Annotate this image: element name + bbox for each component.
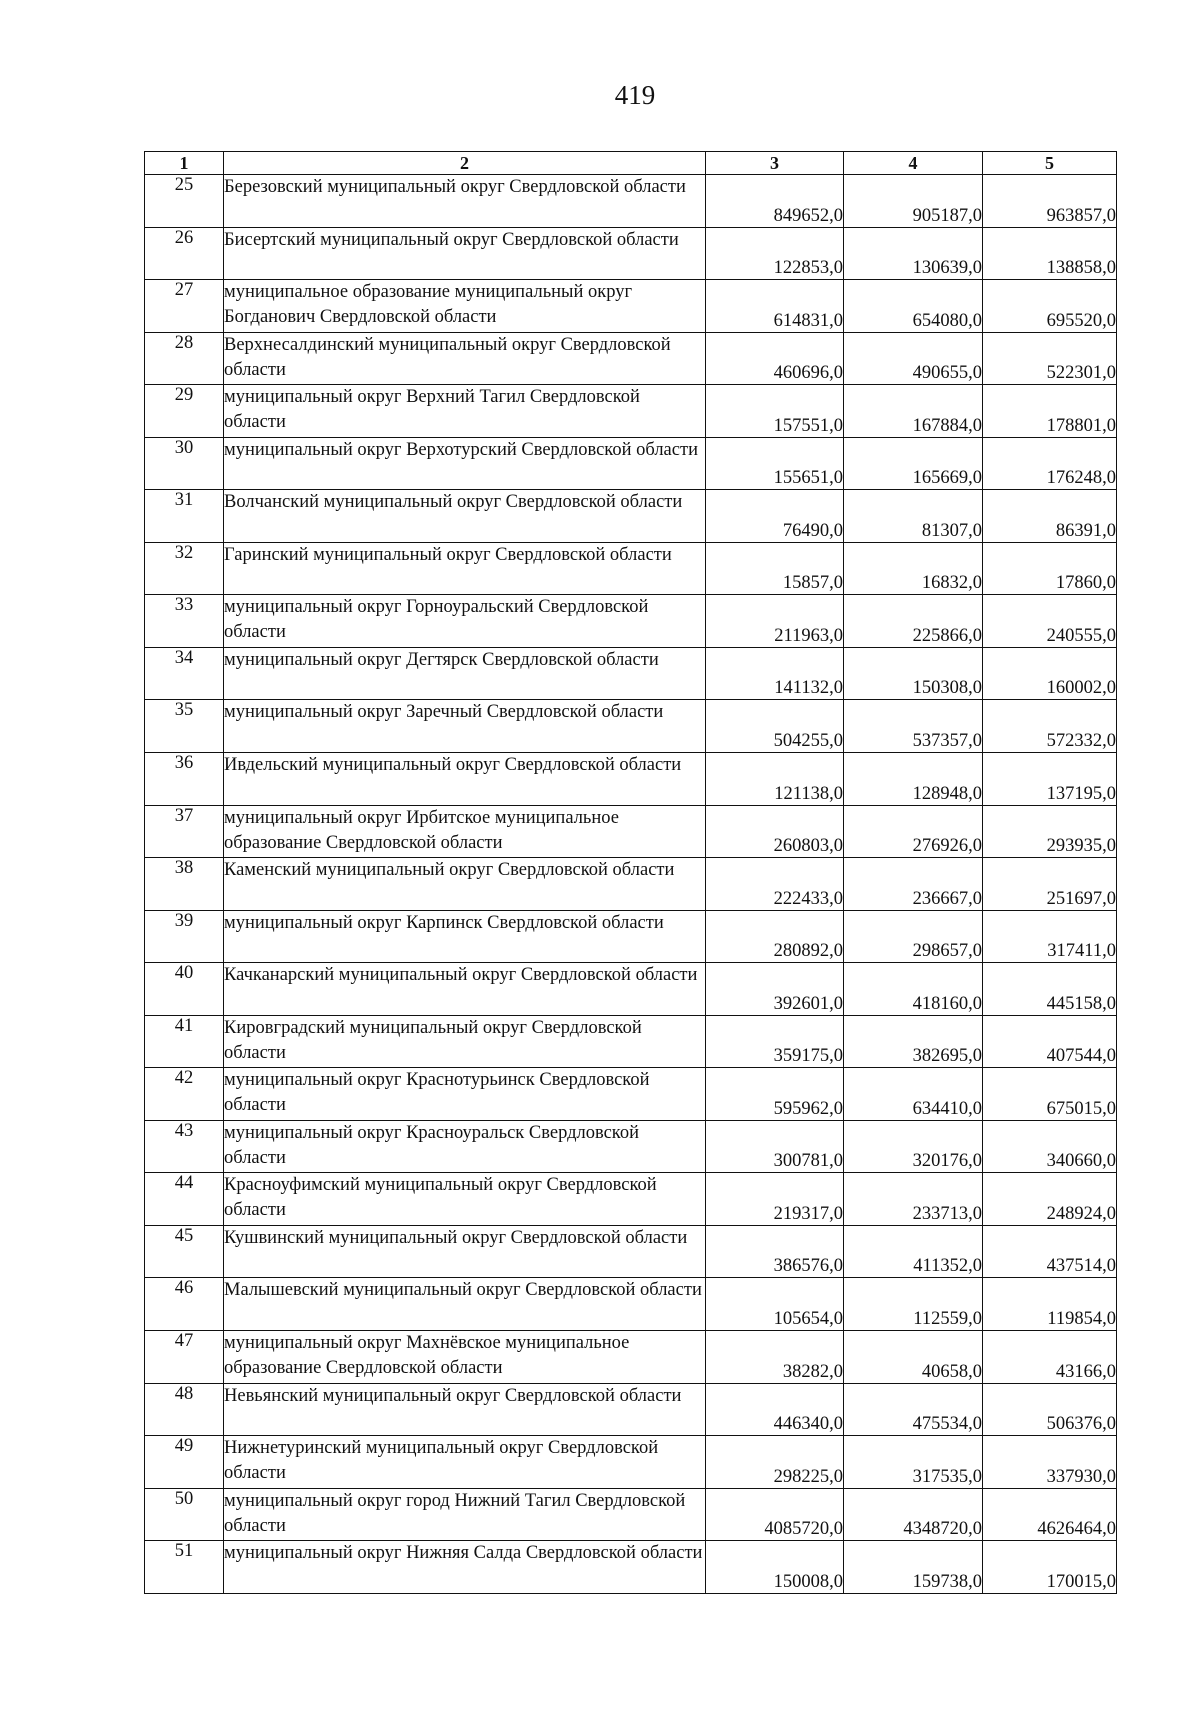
value-col-5: 43166,0: [983, 1331, 1117, 1384]
value-col-5: 138858,0: [983, 227, 1117, 280]
row-number: 42: [145, 1068, 224, 1121]
value-col-5: 86391,0: [983, 490, 1117, 543]
value-col-4: 150308,0: [844, 647, 983, 700]
table-header-row: [145, 152, 1117, 175]
row-number: 48: [145, 1383, 224, 1436]
value-col-4: 165669,0: [844, 437, 983, 490]
value-col-4: 4348720,0: [844, 1488, 983, 1541]
value-col-4: 16832,0: [844, 542, 983, 595]
value-col-4: 276926,0: [844, 805, 983, 858]
value-col-3: 150008,0: [706, 1541, 844, 1594]
table-row: [145, 542, 1117, 595]
value-col-4: 475534,0: [844, 1383, 983, 1436]
municipality-name: муниципальный округ Красноуральск Свердловской области: [224, 1120, 706, 1173]
value-col-3: 157551,0: [706, 385, 844, 438]
value-col-4: 81307,0: [844, 490, 983, 543]
value-col-5: 240555,0: [983, 595, 1117, 648]
value-col-5: 445158,0: [983, 963, 1117, 1016]
page-number: 419: [614, 80, 656, 110]
municipality-name: Волчанский муниципальный округ Свердловской области: [224, 490, 706, 543]
table-row: [145, 647, 1117, 700]
value-col-4: 320176,0: [844, 1120, 983, 1173]
value-col-5: 248924,0: [983, 1173, 1117, 1226]
value-col-5: 337930,0: [983, 1436, 1117, 1489]
value-col-5: 963857,0: [983, 175, 1117, 228]
municipality-name: Невьянский муниципальный округ Свердловской области: [224, 1383, 706, 1436]
table-row: [145, 1015, 1117, 1068]
header-col-4: 4: [844, 152, 983, 175]
row-number: 47: [145, 1331, 224, 1384]
value-col-4: 40658,0: [844, 1331, 983, 1384]
municipality-name: Бисертский муниципальный округ Свердловской области: [224, 227, 706, 280]
table-row: [145, 1436, 1117, 1489]
header-col-3: 3: [706, 152, 844, 175]
value-col-5: 506376,0: [983, 1383, 1117, 1436]
value-col-3: 122853,0: [706, 227, 844, 280]
municipality-name: Верхнесалдинский муниципальный округ Свердловской области: [224, 332, 706, 385]
value-col-3: 446340,0: [706, 1383, 844, 1436]
row-number: 37: [145, 805, 224, 858]
table-row: [145, 1488, 1117, 1541]
value-col-3: 211963,0: [706, 595, 844, 648]
value-col-5: 572332,0: [983, 700, 1117, 753]
row-number: 34: [145, 647, 224, 700]
table-row: [145, 1120, 1117, 1173]
value-col-5: 176248,0: [983, 437, 1117, 490]
table-row: [145, 858, 1117, 911]
value-col-3: 15857,0: [706, 542, 844, 595]
value-col-5: 317411,0: [983, 910, 1117, 963]
table-row: [145, 805, 1117, 858]
value-col-4: 382695,0: [844, 1015, 983, 1068]
header-col-2: 2: [224, 152, 706, 175]
table-row: [145, 1173, 1117, 1226]
municipality-name: Ивдельский муниципальный округ Свердловской области: [224, 753, 706, 806]
municipality-name: муниципальный округ Нижняя Салда Свердловской области: [224, 1541, 706, 1594]
table-row: [145, 753, 1117, 806]
value-col-4: 418160,0: [844, 963, 983, 1016]
value-col-5: 293935,0: [983, 805, 1117, 858]
row-number: 30: [145, 437, 224, 490]
row-number: 35: [145, 700, 224, 753]
value-col-5: 522301,0: [983, 332, 1117, 385]
value-col-5: 17860,0: [983, 542, 1117, 595]
row-number: 33: [145, 595, 224, 648]
row-number: 50: [145, 1488, 224, 1541]
table-row: [145, 280, 1117, 333]
value-col-5: 675015,0: [983, 1068, 1117, 1121]
row-number: 28: [145, 332, 224, 385]
municipality-name: муниципальный округ Верхотурский Свердловской области: [224, 437, 706, 490]
municipality-name: муниципальный округ Краснотурьинск Свердловской области: [224, 1068, 706, 1121]
value-col-3: 219317,0: [706, 1173, 844, 1226]
value-col-3: 141132,0: [706, 647, 844, 700]
municipality-name: муниципальный округ город Нижний Тагил Свердловской области: [224, 1488, 706, 1541]
row-number: 41: [145, 1015, 224, 1068]
row-number: 49: [145, 1436, 224, 1489]
value-col-5: 137195,0: [983, 753, 1117, 806]
table-row: [145, 1278, 1117, 1331]
row-number: 32: [145, 542, 224, 595]
row-number: 40: [145, 963, 224, 1016]
value-col-3: 386576,0: [706, 1225, 844, 1278]
value-col-3: 260803,0: [706, 805, 844, 858]
value-col-3: 121138,0: [706, 753, 844, 806]
value-col-3: 155651,0: [706, 437, 844, 490]
row-number: 36: [145, 753, 224, 806]
value-col-3: 359175,0: [706, 1015, 844, 1068]
table-row: [145, 332, 1117, 385]
value-col-4: 634410,0: [844, 1068, 983, 1121]
header-col-1: 1: [145, 152, 224, 175]
table-row: [145, 1225, 1117, 1278]
table-body: [145, 175, 1117, 1594]
value-col-4: 233713,0: [844, 1173, 983, 1226]
municipality-name: муниципальный округ Ирбитское муниципальное образование Свердловской области: [224, 805, 706, 858]
value-col-3: 300781,0: [706, 1120, 844, 1173]
table-row: [145, 1541, 1117, 1594]
row-number: 31: [145, 490, 224, 543]
value-col-4: 490655,0: [844, 332, 983, 385]
municipality-name: муниципальный округ Заречный Свердловской области: [224, 700, 706, 753]
municipality-name: Кушвинский муниципальный округ Свердловской области: [224, 1225, 706, 1278]
header-col-5: 5: [983, 152, 1117, 175]
value-col-3: 849652,0: [706, 175, 844, 228]
value-col-4: 236667,0: [844, 858, 983, 911]
value-col-5: 340660,0: [983, 1120, 1117, 1173]
municipality-name: муниципальный округ Дегтярск Свердловской области: [224, 647, 706, 700]
municipality-name: муниципальный округ Карпинск Свердловской области: [224, 910, 706, 963]
row-number: 51: [145, 1541, 224, 1594]
row-number: 29: [145, 385, 224, 438]
value-col-4: 130639,0: [844, 227, 983, 280]
table-row: [145, 1331, 1117, 1384]
municipality-name: Качканарский муниципальный округ Свердловской области: [224, 963, 706, 1016]
value-col-5: 251697,0: [983, 858, 1117, 911]
row-number: 38: [145, 858, 224, 911]
value-col-3: 280892,0: [706, 910, 844, 963]
value-col-4: 159738,0: [844, 1541, 983, 1594]
value-col-3: 392601,0: [706, 963, 844, 1016]
table-row: [145, 1068, 1117, 1121]
value-col-3: 105654,0: [706, 1278, 844, 1331]
value-col-3: 460696,0: [706, 332, 844, 385]
municipality-name: муниципальный округ Махнёвское муниципальное образование Свердловской области: [224, 1331, 706, 1384]
row-number: 25: [145, 175, 224, 228]
row-number: 39: [145, 910, 224, 963]
table-row: [145, 385, 1117, 438]
value-col-4: 225866,0: [844, 595, 983, 648]
table-row: [145, 437, 1117, 490]
value-col-4: 654080,0: [844, 280, 983, 333]
value-col-4: 905187,0: [844, 175, 983, 228]
value-col-4: 411352,0: [844, 1225, 983, 1278]
value-col-3: 4085720,0: [706, 1488, 844, 1541]
municipality-name: муниципальное образование муниципальный округ Богданович Свердловской области: [224, 280, 706, 333]
row-number: 44: [145, 1173, 224, 1226]
value-col-4: 317535,0: [844, 1436, 983, 1489]
value-col-5: 437514,0: [983, 1225, 1117, 1278]
table-row: [145, 963, 1117, 1016]
value-col-4: 167884,0: [844, 385, 983, 438]
municipality-name: Красноуфимский муниципальный округ Свердловской области: [224, 1173, 706, 1226]
value-col-4: 298657,0: [844, 910, 983, 963]
value-col-3: 595962,0: [706, 1068, 844, 1121]
value-col-5: 170015,0: [983, 1541, 1117, 1594]
table-row: [145, 227, 1117, 280]
table-row: [145, 700, 1117, 753]
row-number: 43: [145, 1120, 224, 1173]
value-col-5: 178801,0: [983, 385, 1117, 438]
value-col-3: 76490,0: [706, 490, 844, 543]
row-number: 45: [145, 1225, 224, 1278]
table-row: [145, 175, 1117, 228]
budget-table: [144, 151, 1117, 1594]
value-col-4: 128948,0: [844, 753, 983, 806]
municipality-name: Нижнетуринский муниципальный округ Свердловской области: [224, 1436, 706, 1489]
value-col-3: 504255,0: [706, 700, 844, 753]
row-number: 26: [145, 227, 224, 280]
value-col-5: 160002,0: [983, 647, 1117, 700]
municipality-name: Малышевский муниципальный округ Свердловской области: [224, 1278, 706, 1331]
value-col-4: 112559,0: [844, 1278, 983, 1331]
value-col-3: 614831,0: [706, 280, 844, 333]
value-col-5: 119854,0: [983, 1278, 1117, 1331]
value-col-3: 222433,0: [706, 858, 844, 911]
value-col-3: 298225,0: [706, 1436, 844, 1489]
table-row: [145, 910, 1117, 963]
municipality-name: муниципальный округ Верхний Тагил Свердловской области: [224, 385, 706, 438]
municipality-name: муниципальный округ Горноуральский Свердловской области: [224, 595, 706, 648]
table-row: [145, 595, 1117, 648]
row-number: 46: [145, 1278, 224, 1331]
value-col-5: 4626464,0: [983, 1488, 1117, 1541]
table-row: [145, 1383, 1117, 1436]
value-col-5: 407544,0: [983, 1015, 1117, 1068]
value-col-3: 38282,0: [706, 1331, 844, 1384]
municipality-name: Каменский муниципальный округ Свердловской области: [224, 858, 706, 911]
municipality-name: Гаринский муниципальный округ Свердловской области: [224, 542, 706, 595]
table-row: [145, 490, 1117, 543]
municipality-name: Кировградский муниципальный округ Свердловской области: [224, 1015, 706, 1068]
row-number: 27: [145, 280, 224, 333]
municipality-name: Березовский муниципальный округ Свердловской области: [224, 175, 706, 228]
value-col-4: 537357,0: [844, 700, 983, 753]
value-col-5: 695520,0: [983, 280, 1117, 333]
